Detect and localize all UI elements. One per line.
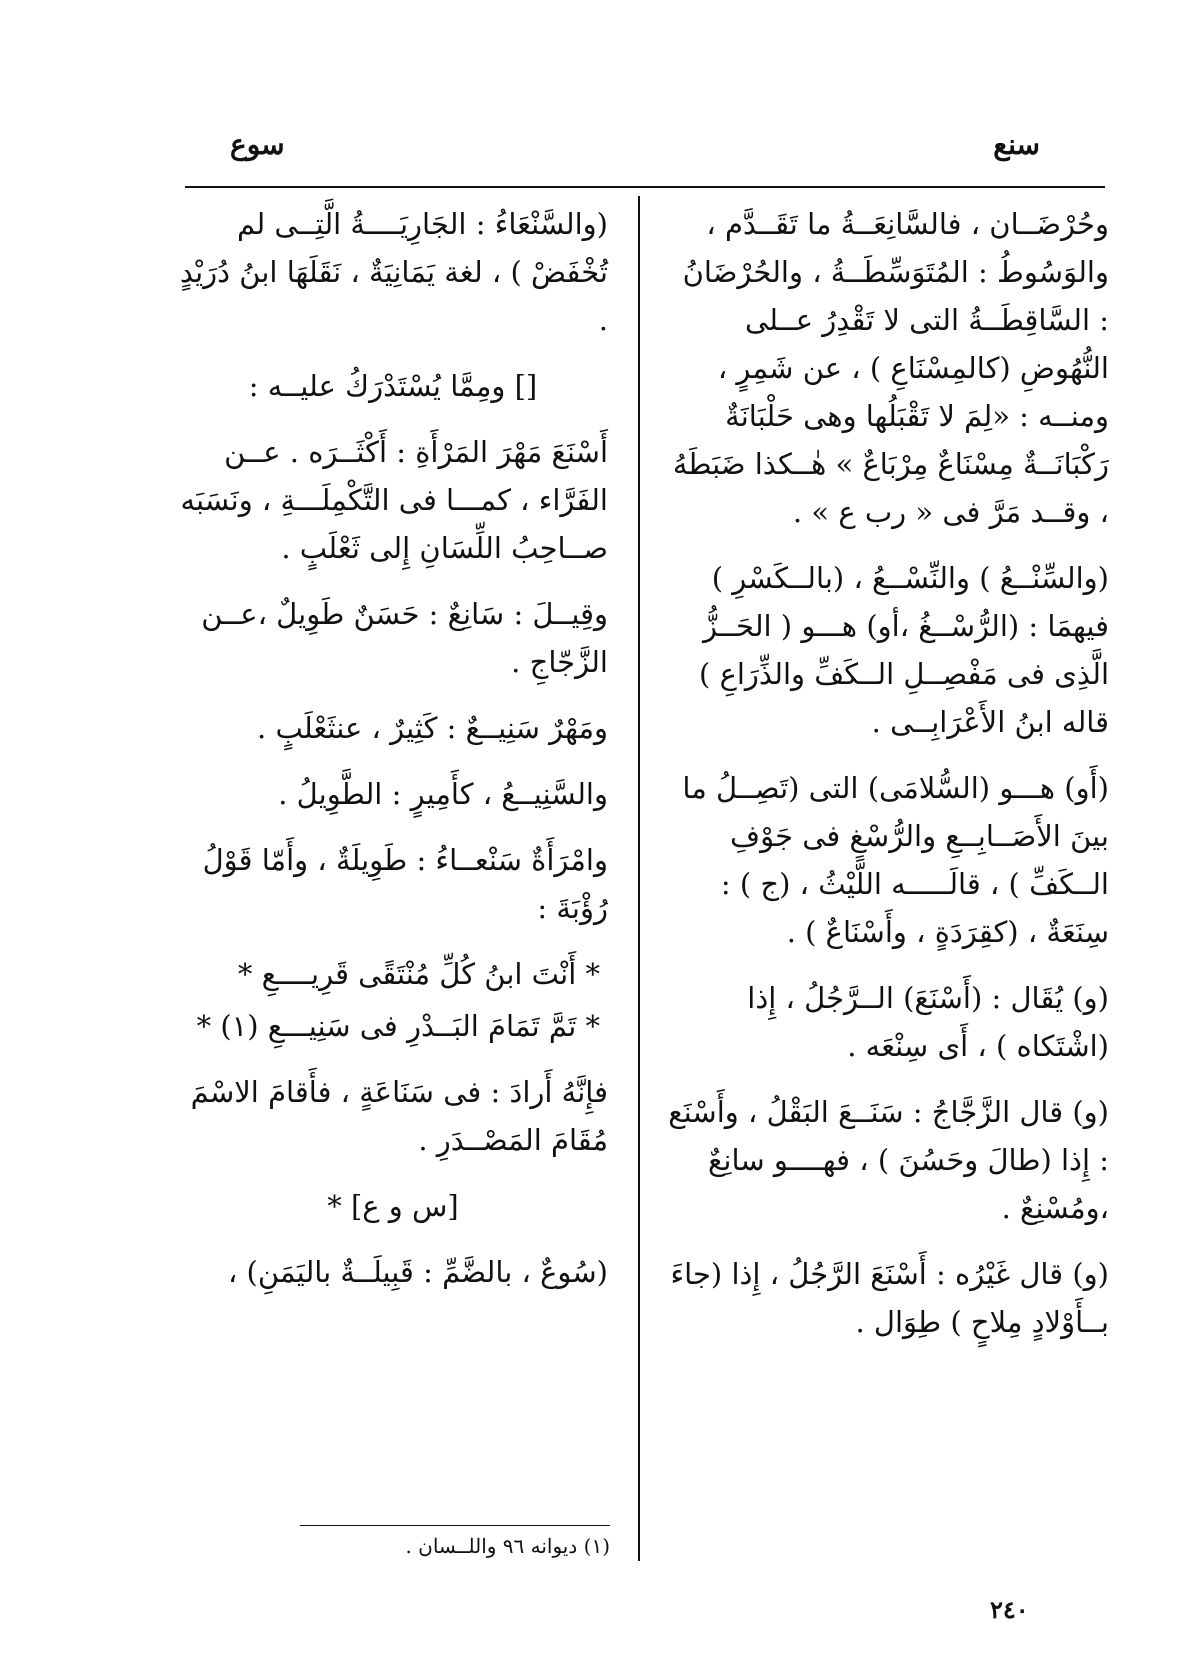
dictionary-paragraph: ومَهْرٌ سَنِيــعٌ : كَثِيرٌ ، عنثَعْلَبٍ .	[257, 711, 608, 745]
dictionary-paragraph: (و) قال غَيْرُه : أَسْنَعَ الرَّجُلُ ، إِذا (جاءَ بــأَوْلادٍ مِلاحٍ ) طِوَال .	[670, 1257, 1109, 1339]
right-column	[664, 200, 1109, 1364]
poetry-verse: * أَنْتَ ابنُ كُلِّ مُنْتَقًى قَرِيــــعِ *	[237, 957, 600, 991]
footnote: (١) ديوانه ٩٦ واللــسان .	[405, 1534, 610, 1558]
page-number: ٢٤٠	[990, 1595, 1029, 1624]
page-header	[180, 128, 1100, 178]
dictionary-paragraph: (أَو) هـــو (السُّلامَى) التى (تَصِــلُ ما بينَ الأَصَــابِــعِ والرُّسْغِ فى جَوْفِ الــكَفِّ ) ، قالَـــــه اللَّيْثُ ، (ج ) : سِنَعَةٌ ، (كقِرَدَةٍ ، وأَسْنَاعٌ ) .	[682, 771, 1109, 949]
dictionary-paragraph: (والسِّنْــعُ ) والنِّسْــعُ ، (بالــكَسْرِ ) فيهمَا : (الرُّسْــغُ ،أو) هـــو ( الحَــزُّ الَّذِى فى مَفْصِــلِ الــكَفِّ والذِّرَاعِ ) قاله ابنُ الأَعْرَابِــى .	[699, 561, 1109, 739]
poetry-verse: * تَمَّ تَمَامَ البَــدْرِ فى سَنِيـــعِ (١) *	[196, 1009, 600, 1043]
dictionary-paragraph: وامْرَأَةٌ سَنْعــاءُ : طَوِيلَةٌ ، وأَمّا قَوْلُ رُؤْبَةَ :	[202, 843, 608, 925]
dictionary-paragraph: (و) يُقَال : (أَسْنَعَ) الــرَّجُلُ ، إِذا (اشْتَكاه ) ، أَى سِنْعَه .	[747, 981, 1109, 1063]
mustadrak-heading: [] ومِمَّا يُسْتَدْرَكُ عليــه :	[248, 369, 538, 403]
dictionary-paragraph: (والسَّنْعَاءُ : الجَارِيَــــةُ الَّتِــى لم تُخْفَضْ ) ، لغة يَمَانِيَةٌ ، نَقَلَهَا ابنُ دُرَيْدٍ .	[179, 207, 608, 337]
dictionary-paragraph: (سُوعٌ ، بالضَّمِّ : قَبِيلَــةٌ باليَمَنِ) ،	[227, 1255, 608, 1289]
dictionary-paragraph: (و) قال الزَّجَّاجُ : سَنَــعَ البَقْلُ ، وأَسْنَع : إِذا (طالَ وحَسُنَ ) ، فهــــو سانِعٌ ،ومُسْنِعٌ .	[668, 1095, 1109, 1225]
header-rule	[185, 186, 1105, 188]
dictionary-paragraph: فإِنَّهُ أَرادَ : فى سَنَاعَةٍ ، فأَقامَ الاسْمَ مُقَامَ المَصْــدَرِ .	[190, 1075, 608, 1157]
header-root-word-left: سوع	[230, 128, 285, 161]
dictionary-paragraph: أَسْنَعَ مَهْرَ المَرْأَةِ : أَكْثَــرَه . عــن الفَرَّاء ، كمـــا فى التَّكْمِلَـــةِ ، ونَسَبَه صــاحِبُ اللِّسَانِ إِلى ثَعْلَبٍ .	[180, 435, 608, 565]
dictionary-paragraph: وقِيــلَ : سَانِعٌ : حَسَنٌ طَوِيلٌ ،عــن الزَّجّاجِ .	[201, 597, 608, 679]
header-root-word-right: سنع	[993, 128, 1040, 161]
dictionary-paragraph: وحُرْضَــان ، فالسَّانِعَــةُ ما تَقَــدَّم ، والوَسُوطُ : المُتَوَسِّطَــةُ ، والحُرْضَانُ : السَّاقِطَــةُ التى لا تَقْدِرُ عــلى النُّهُوضِ (كالمِسْنَاعِ ) ، عن شَمِرٍ ، ومنــه : «لِمَ لا تَقْبَلُها وهى حَلْبَانَةٌ رَكْبَانَــةٌ مِسْنَاعٌ مِرْبَاعٌ » هٰــكذا ضَبَطَهُ ، وقــد مَرَّ فى « رب ع » .	[672, 207, 1109, 529]
column-divider	[638, 196, 640, 1561]
left-column	[178, 200, 608, 1314]
dictionary-paragraph: والسَّنِيــعُ ، كأَمِيرٍ : الطَّوِيلُ .	[278, 777, 608, 811]
entry-root-heading: [س و ع] *	[327, 1189, 459, 1223]
footnote-rule	[300, 1525, 610, 1526]
